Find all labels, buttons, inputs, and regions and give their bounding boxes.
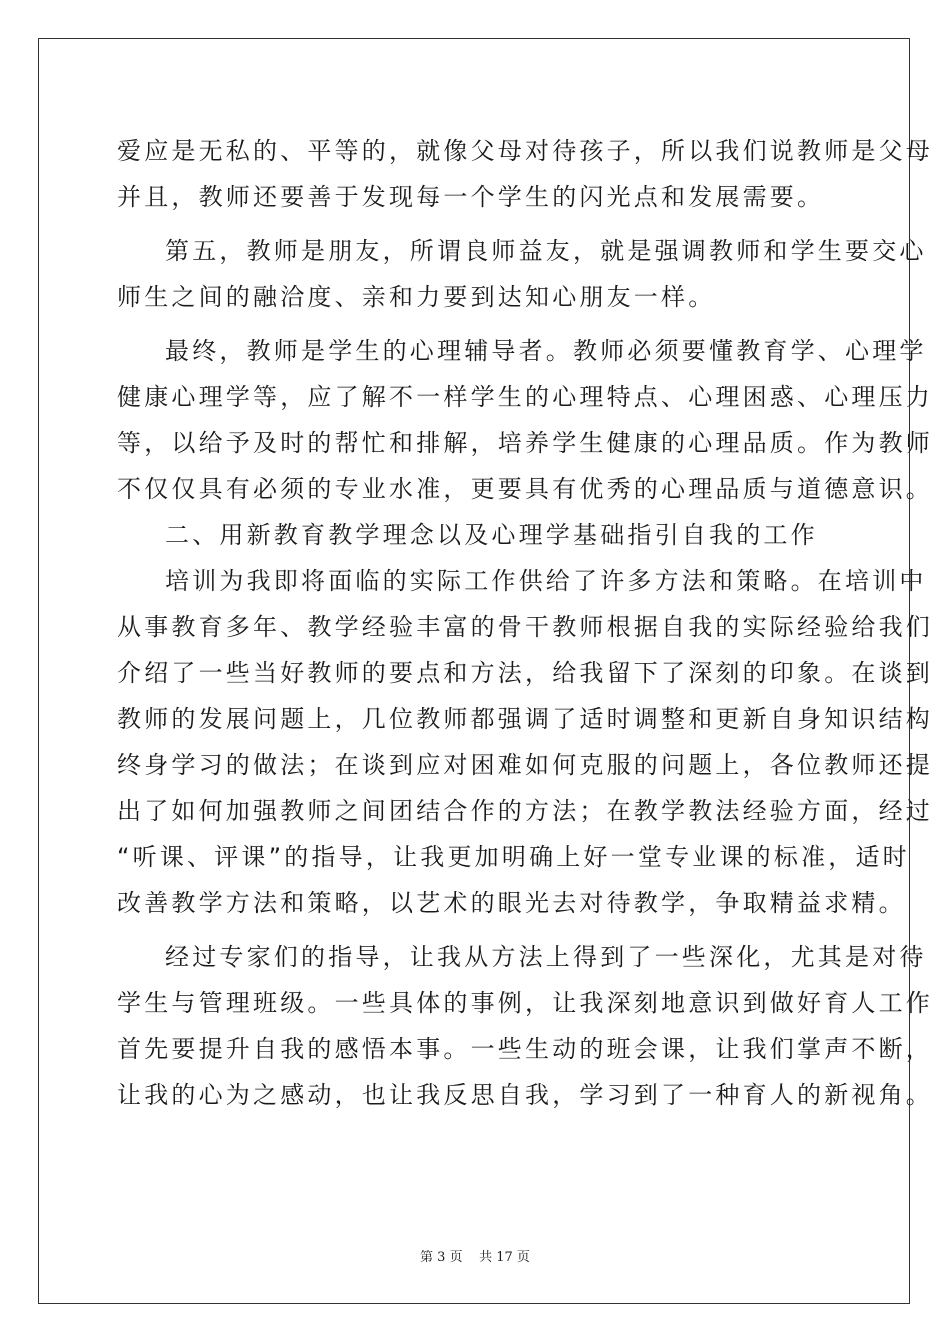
paragraph-start: 经过专家们的指导，让我从方法上得到了一些深化，尤其是对待 [165, 943, 927, 971]
paragraph-start: 最终，教师是学生的心理辅导者。教师必须要懂教育学、心理学 [165, 337, 927, 365]
page-footer [0, 1246, 950, 1265]
text-line: 健康心理学等，应了解不一样学生的心理特点、心理困惑、心理压力 [117, 383, 933, 411]
text-line: 改善教学方法和策略，以艺术的眼光去对待教学，争取精益求精。 [117, 889, 906, 917]
text-line: 出了如何加强教师之间团结合作的方法；在教学教法经验方面，经过 [117, 797, 933, 825]
page-total: 共 17 页 [479, 1250, 530, 1265]
text-line: 终身学习的做法；在谈到应对困难如何克服的问题上，各位教师还提 [117, 751, 933, 779]
text-line: 爱应是无私的、平等的，就像父母对待孩子，所以我们说教师是父母 [117, 137, 933, 165]
text-line: 不仅仅具有必须的专业水准，更要具有优秀的心理品质与道德意识。 [117, 475, 933, 503]
text-line: 首先要提升自我的感悟本事。一些生动的班会课，让我们掌声不断， [117, 1035, 933, 1063]
text-line: 师生之间的融洽度、亲和力要到达知心朋友一样。 [117, 283, 716, 311]
text-line: 介绍了一些当好教师的要点和方法，给我留下了深刻的印象。在谈到 [117, 659, 933, 687]
section-heading: 二、用新教育教学理念以及心理学基础指引自我的工作 [165, 521, 818, 549]
page-number: 第 3 页 [420, 1250, 463, 1265]
paragraph-start: 培训为我即将面临的实际工作供给了许多方法和策略。在培训中 [165, 567, 927, 595]
text-line: 学生与管理班级。一些具体的事例，让我深刻地意识到做好育人工作 [117, 989, 933, 1017]
text-line: 让我的心为之感动，也让我反思自我，学习到了一种育人的新视角。 [117, 1081, 933, 1109]
document-body [117, 128, 933, 1118]
text-line: 教师的发展问题上，几位教师都强调了适时调整和更新自身知识结构 [117, 705, 933, 733]
text-line: “听课、评课”的指导，让我更加明确上好一堂专业课的标准，适时 [117, 843, 910, 871]
text-line: 等，以给予及时的帮忙和排解，培养学生健康的心理品质。作为教师 [117, 429, 933, 457]
paragraph-start: 第五，教师是朋友，所谓良师益友，就是强调教师和学生要交心 [165, 237, 927, 265]
text-line: 并且，教师还要善于发现每一个学生的闪光点和发展需要。 [117, 183, 825, 211]
text-line: 从事教育多年、教学经验丰富的骨干教师根据自我的实际经验给我们 [117, 613, 933, 641]
